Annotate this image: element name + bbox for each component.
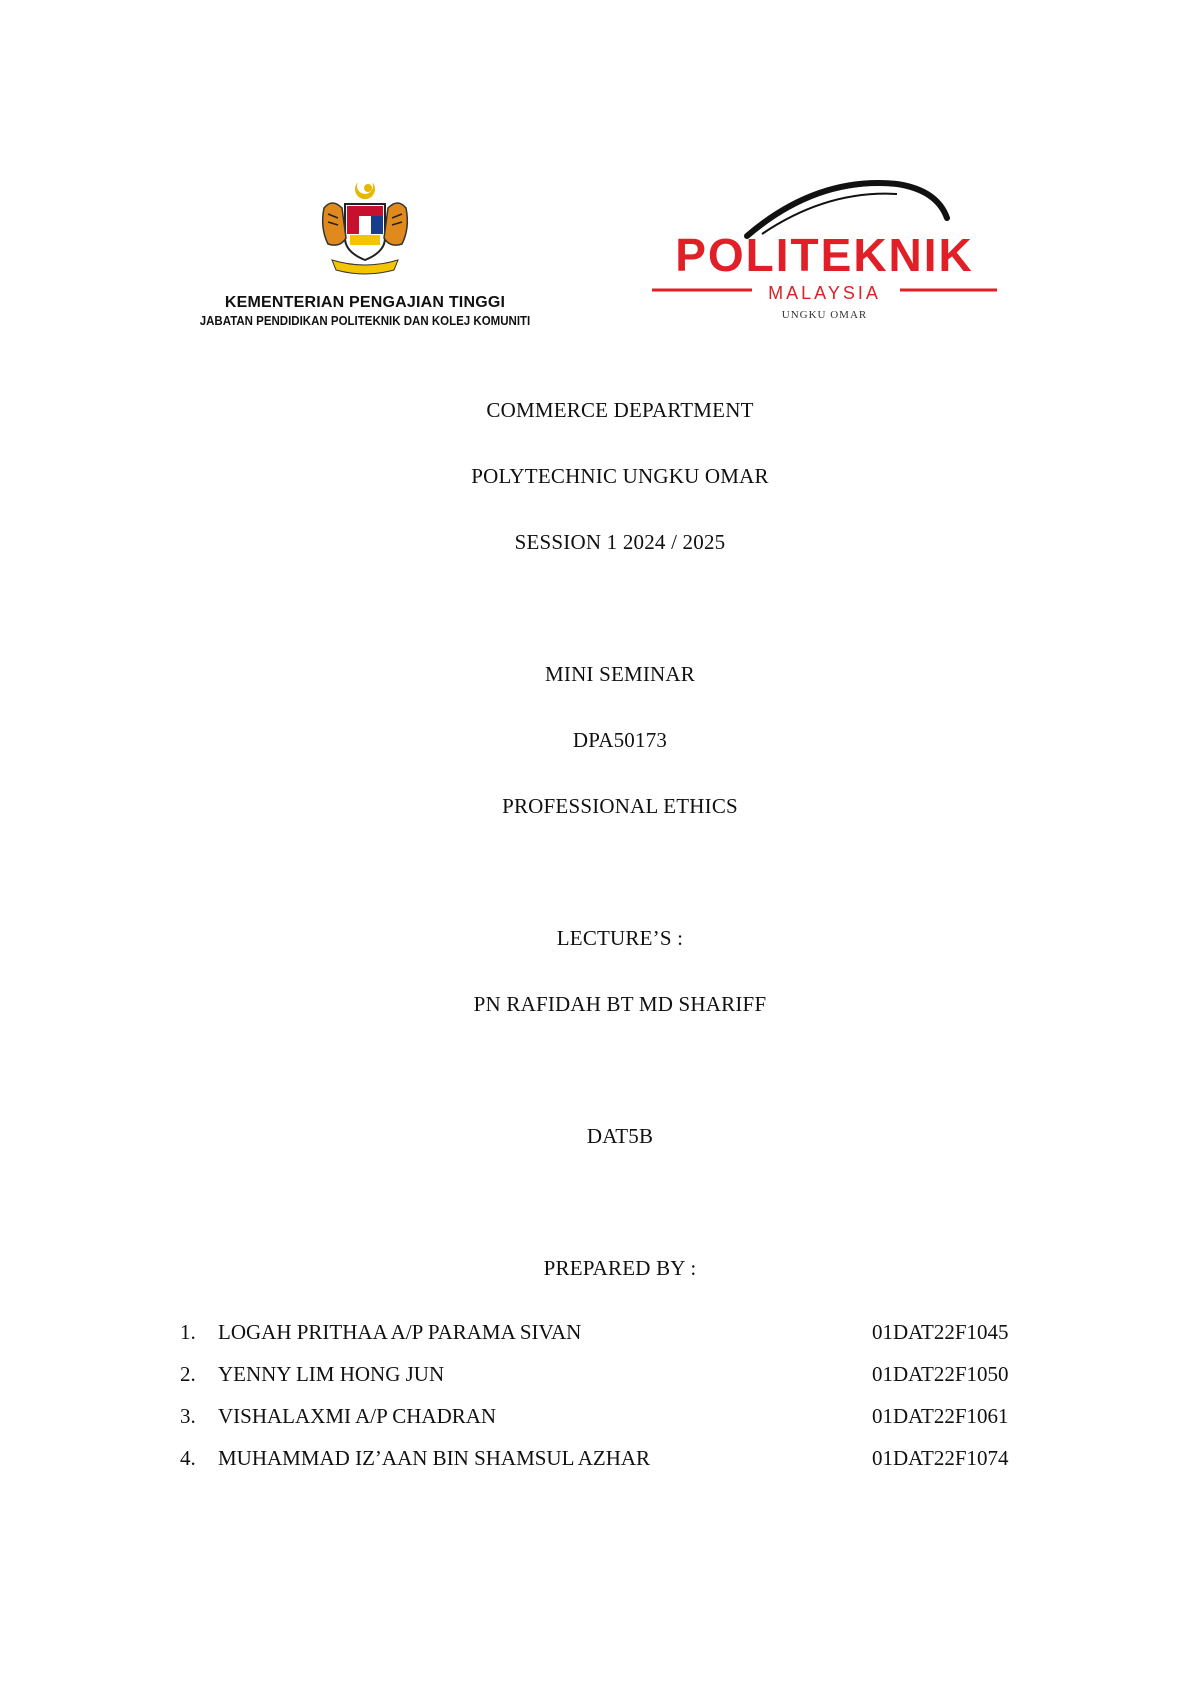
member-number: 2. bbox=[180, 1362, 196, 1386]
member-name: MUHAMMAD IZ’AAN BIN SHAMSUL AZHAR bbox=[218, 1446, 651, 1470]
institution-title: POLYTECHNIC UNGKU OMAR bbox=[471, 464, 769, 488]
session-title: SESSION 1 2024 / 2025 bbox=[514, 530, 726, 554]
assessment-title: MINI SEMINAR bbox=[545, 662, 695, 686]
polytechnic-logo-campus: UNGKU OMAR bbox=[781, 309, 868, 321]
course-code: DPA50173 bbox=[572, 728, 668, 752]
prepared-by-label: PREPARED BY : bbox=[543, 1256, 697, 1280]
department-title: COMMERCE DEPARTMENT bbox=[486, 398, 754, 422]
member-name: VISHALAXMI A/P CHADRAN bbox=[218, 1404, 497, 1428]
member-number: 4. bbox=[180, 1446, 196, 1470]
polytechnic-logo-wordmark: POLITEKNIK bbox=[675, 229, 974, 281]
polytechnic-logo-block bbox=[652, 178, 997, 328]
members-list bbox=[180, 1322, 1040, 1490]
list-item bbox=[180, 1364, 1040, 1406]
list-item bbox=[180, 1406, 1040, 1448]
course-name: PROFESSIONAL ETHICS bbox=[502, 794, 738, 818]
lecturer-label: LECTURE’S : bbox=[556, 926, 684, 950]
member-name: LOGAH PRITHAA A/P PARAMA SIVAN bbox=[218, 1320, 582, 1344]
member-id: 01DAT22F1061 bbox=[872, 1404, 1009, 1428]
malaysia-coat-of-arms-icon bbox=[310, 178, 420, 278]
polytechnic-logo-country: MALAYSIA bbox=[768, 283, 881, 303]
lecturer-name: PN RAFIDAH BT MD SHARIFF bbox=[473, 992, 767, 1016]
member-id: 01DAT22F1045 bbox=[872, 1320, 1009, 1344]
member-number: 1. bbox=[180, 1320, 196, 1344]
class-code: DAT5B bbox=[586, 1124, 654, 1148]
member-name: YENNY LIM HONG JUN bbox=[218, 1362, 445, 1386]
member-id: 01DAT22F1050 bbox=[872, 1362, 1009, 1386]
ministry-name: KEMENTERIAN PENGAJIAN TINGGI bbox=[224, 294, 506, 311]
member-id: 01DAT22F1074 bbox=[872, 1446, 1009, 1470]
member-number: 3. bbox=[180, 1404, 196, 1428]
list-item bbox=[180, 1448, 1040, 1490]
list-item bbox=[180, 1322, 1040, 1364]
ministry-department: JABATAN PENDIDIKAN POLITEKNIK DAN KOLEJ KOMUNITI bbox=[199, 314, 531, 328]
ministry-logo-block bbox=[180, 178, 550, 328]
